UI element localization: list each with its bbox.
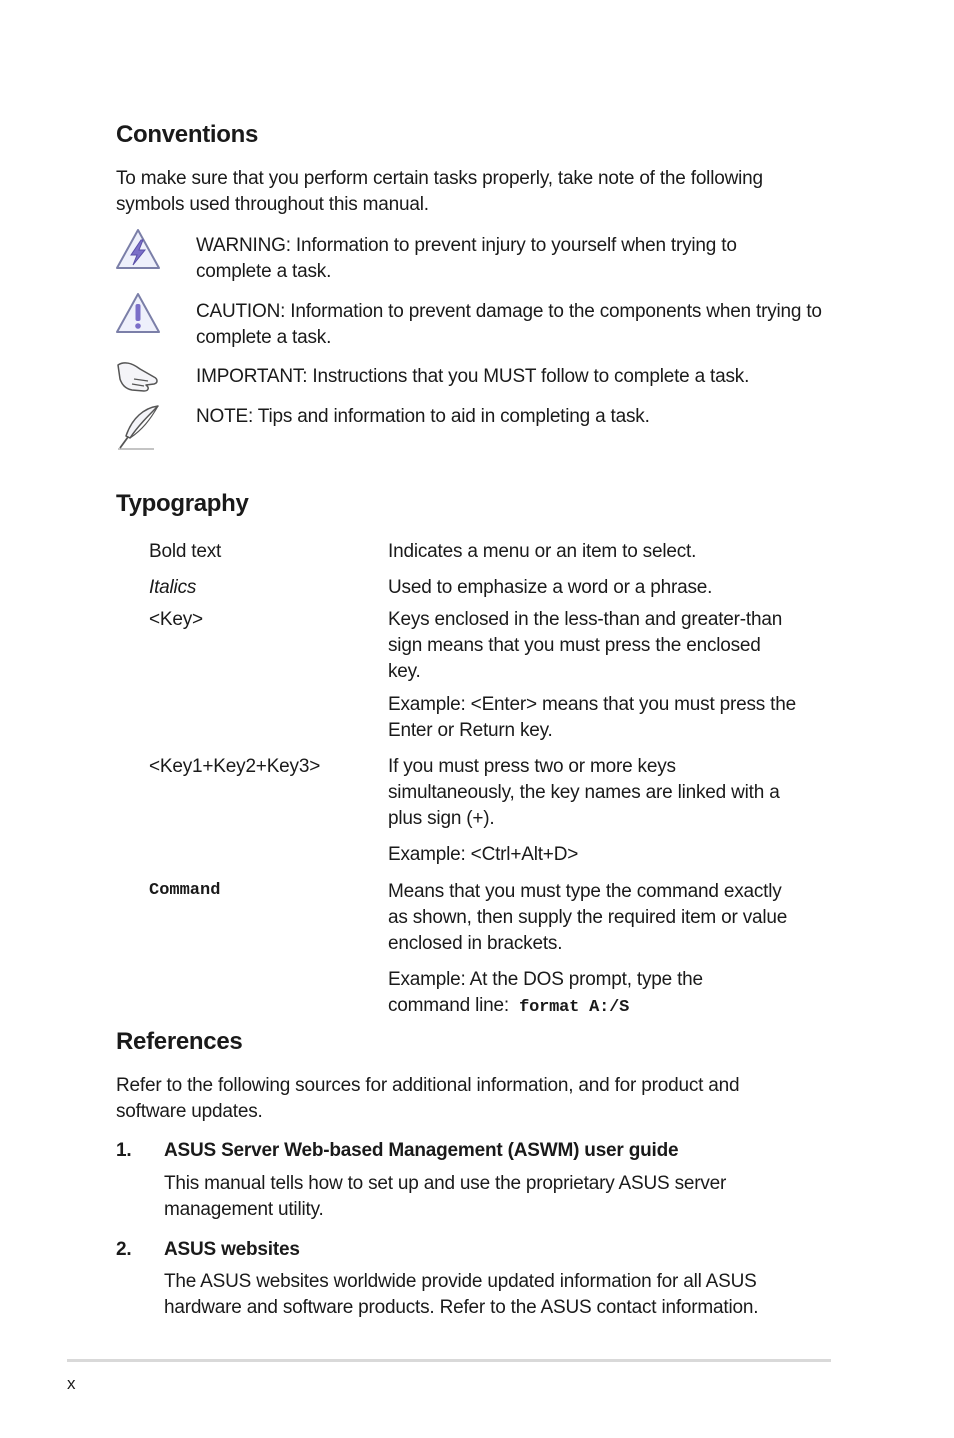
typography-desc-bold: Indicates a menu or an item to select. xyxy=(388,541,697,562)
typography-example-key: Example: <Enter> means that you must press the Enter or Return key. xyxy=(388,694,796,741)
typography-desc-combo: If you must press two or more keys simultaneously, the key names are linked with a plus sign (+). xyxy=(388,756,780,829)
reference-title-2: ASUS websites xyxy=(164,1239,300,1260)
typography-term-bold: Bold text xyxy=(149,541,222,562)
important-text: IMPORTANT: Instructions that you MUST follow to complete a task. xyxy=(196,366,750,387)
caution-text: CAUTION: Information to prevent damage to the components when trying to complete a task. xyxy=(196,301,822,348)
typography-desc-command: Means that you must type the command exactly as shown, then supply the required item or value enclosed in brackets. xyxy=(388,881,788,954)
references-heading: References xyxy=(116,1028,243,1055)
typography-example-combo: Example: <Ctrl+Alt+D> xyxy=(388,844,579,865)
page-number: x xyxy=(67,1374,76,1393)
references-intro: Refer to the following sources for additional information, and for product and software updates. xyxy=(116,1075,740,1122)
warning-lightning-icon xyxy=(114,226,162,274)
reference-number-2: 2. xyxy=(116,1239,132,1260)
typography-heading: Typography xyxy=(116,490,249,517)
typography-example-command-text: Example: At the DOS prompt, type the command line: xyxy=(388,969,703,1016)
conventions-heading: Conventions xyxy=(116,121,259,148)
reference-body-1: This manual tells how to set up and use the proprietary ASUS server management utility. xyxy=(164,1173,727,1220)
note-text: NOTE: Tips and information to aid in completing a task. xyxy=(196,406,650,427)
reference-number-1: 1. xyxy=(116,1140,132,1161)
footer-rule xyxy=(67,1359,831,1362)
caution-exclamation-icon xyxy=(114,290,162,338)
typography-example-command-code: format A:/S xyxy=(519,998,630,1017)
note-feather-icon xyxy=(114,402,162,452)
reference-title-1: ASUS Server Web-based Management (ASWM) user guide xyxy=(164,1140,679,1161)
typography-term-combo: <Key1+Key2+Key3> xyxy=(149,756,321,777)
conventions-intro: To make sure that you perform certain tasks properly, take note of the following symbols used throughout this manual. xyxy=(116,168,763,215)
important-hand-icon xyxy=(114,355,162,395)
warning-text: WARNING: Information to prevent injury to yourself when trying to complete a task. xyxy=(196,235,737,282)
reference-body-2: The ASUS websites worldwide provide updated information for all ASUS hardware and software products. Refer to the ASUS contact information. xyxy=(164,1271,759,1318)
typography-example-command xyxy=(388,967,733,1021)
typography-term-key: <Key> xyxy=(149,609,203,630)
typography-desc-key: Keys enclosed in the less-than and greater-than sign means that you must press the enclosed key. xyxy=(388,609,783,682)
typography-desc-italics: Used to emphasize a word or a phrase. xyxy=(388,577,713,598)
typography-term-italics: Italics xyxy=(149,577,197,598)
typography-term-command: Command xyxy=(149,881,221,900)
